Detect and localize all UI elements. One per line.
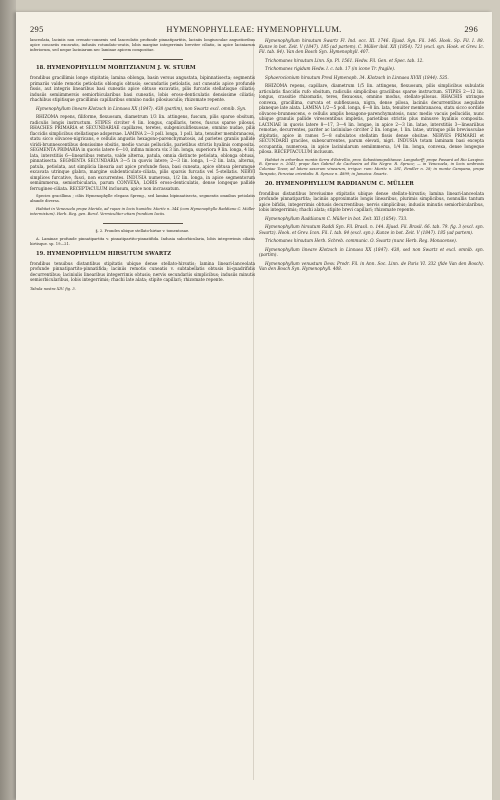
section-2-heading: §. 2. Frondes ubique stellato-hirtae v. tomentosae.	[95, 229, 190, 234]
species-20-citation: Hymenophyllum hirsutum Raddi Syn. Fil. Brasil. n. 144. Ejusd. Fil. Brasil. 66. tab. 79. fig. 3 (excl. syn. Swartz). Hook. et Grev. Icon. Fil. I. tab. 84 (excl. syn.). Kunze in bot. Zeit. V (1847). 185 (ad partem).	[259, 224, 484, 235]
section-rule	[103, 223, 183, 224]
right-column	[259, 38, 484, 788]
species-18-diagnosis: frondibus gracillimis longe stipitatis; lamina oblonga, basin versus angustata, bipinnatisecta; segmentis primariis valde remotis petiolatis oblongis obtusis; secundariis petiolatis, aut cuneatis apice profunde fissis, aut integris linearibus basi cuneatis apice obtuso excavatis, pilis furcatis stellatisque ciliatis; indusiis semiimmersis semiorbicularibus basi cuneatis, lobis eroso-denticulatis densissime ciliatis; rhachibus stipitisque gracillimis capillaribus omnino nudis pilosiusculis; rhizomate repente.	[30, 75, 255, 102]
page-number-right: 296	[464, 24, 478, 34]
species-18-habitat: Habitat in Venezuela prope Merida, ad rupes in locis humidis: Moritz n. 344 (com Hymenophyllo Raddiano C. Müller intermixtum). Herb. Reg. gen. Berol. Vermiculiter etiam frondium laciis.	[30, 206, 255, 216]
species-20-diagnosis: frondibus distantibus breviusime stipitatis ubique dense stellato-hirsutis; lamina lineari-lanceolata profunde pinnatipartita; laciniis approximatis longis linearibus, plurimis simplicibus, nonnullis tantum apice bifidis, integerrimis obtusis decurrentibus; nervis simplicibus; indusiis minutis semiorbicularibus, lobis integerrimis; rhachi alata; stipite brevi capillari; rhizomate repente.	[259, 190, 484, 213]
book-page	[16, 12, 492, 800]
species-19-diagnosis: frondibus tenuibus distantibus stipitatis ubique dense stellato-hirsutis; lamina lineari-lanceolata profunde pinnatipartito-pinnatifida; laciniis remotis cuneatis v. subtabellatis obtusis bi-quadrifidis decurrentibus; laciniulis linearibus integerrimis obtusis; nervis secundariis simplicibus; indusiis minutis semiorbicularibus, lobis integerrimis; rhachi late alata; stipite capillari; rhizomate repente.	[30, 260, 255, 283]
species-18-number: 18.	[36, 65, 46, 72]
species-20-citation: Hymenophyllum Raddianum C. Müller in bot. Zeit. XII (1854). 733.	[265, 215, 408, 221]
species-19-citation: Trichomanes rigidum Hedw. l. c. tab. 17 (in icone Tr. fragile).	[265, 66, 396, 71]
continuation-text: lanceolata, laciniis non crenato-connexis sed lanceolatis profunde pinnatipartitis, laciniis longiusculae angustioribus apice concaviis excavatis, indusiis rotundato-ovatis, lobis margine integerrimis breviter ciliatis, in apice laciniarum inferiorum, sed neque laciniarum nec laminae apicem compositae.	[30, 38, 255, 52]
species-19-description: RHIZOMA repens, capillare, diametrum 1/5 lin. attingens, flexuosum, pilis simplicibus subulatis articulatis flaccidis rufo obsitum, radiculis simplicibus gracilibus sparse instructum. STIPES 2—12 lin. longus, crassitie rhizomatis, teres, flexuosus, omnino modus, stellato-pilosus. RHACHIS utrinque convexa, gracillima, curvata et subflexuosa, nigra, dense pilosa, laciniis decurrentibus aequilate planeque late alata. LAMINA 1/2—5 poll. longa, 6—8 lin. lata, tenuiter membranacea, statu sicco sordide olivaceo-brunnescens, e cellulis amplis hexagono-parenchymatosis, nunc medio vacuis pellucidis, nunc ubique granulis pallide virescentibus impletis, parietibus strictis plus minusve hyalinis composita. LACINIAE in quovis latere 8—17, 3—4 lin. longae, in apice 2—3 lin. latae, interstitiis 3—lineariibus remotae, decurrentes, pariter ac laciniulae circiter 2 lin. longae, 1 lin. latae, utrinque pilis breviusculae stipitatis, apice in ramos 5—8 subulatos stellatim fissis dense obsitae. NERVES PRIMARII et SECUNDARII graciles, subexcurrentes, parum elevati, nigri. INDUSIA totam laminam basi excepta occupantia, numerosa, in apice laciniularum semiimmersa, 1/4 lin. longa, convexa, dense longeque pilosa. RECEPTACULUM inclusum.	[259, 83, 484, 154]
species-18-name: HYMENOPHYLLUM MORITZIANUM J. W. STURM	[46, 65, 196, 72]
species-19-citation: Hymenophyllum hirsutum Swartz Fl. Ind. occ. III. 1746. Ejusd. Syn. Fil. 146. Hook. Sp. Fil. I. 88. Kunze in bot. Zeit. V (1847). 185 (ad partem). C. Müller ibid. XII (1854). 721 (excl. syn. Hook. et Grev. Ic. Fil. tab. 84). Van den Bosch Syn. Hymenophyll. 407.	[259, 38, 484, 54]
species-19-citation: Sphaerocionium hirsutum Presl Hymenoph. 34. Klotzsch in Linnaea XVIII (1844). 535.	[265, 74, 449, 80]
species-20-citation: Hymenophyllum lineare Klotzsch in Linnaea XX (1847). 438, sed non Swartz et excl. omnib. syn. (partim).	[259, 246, 484, 258]
species-18-citation: Hymenophyllum lineare Klotzsch in Linnaea XX (1847). 438 (partim), non Swartz excl. omnib. Syn.	[36, 105, 247, 111]
plate-reference: Tabula nostra XIV. fig. 3.	[30, 286, 76, 291]
species-19-citation: Trichomanes hirsutum Linn. Sp. Pl. 1561. Hedw. Fil. Gen. et Spec. tab. 12.	[265, 57, 424, 63]
species-19-name: HYMENOPHYLLUM HIRSUTUM SWARTZ	[46, 251, 172, 258]
running-title: HYMENOPHYLLEAE: HYMENOPHYLLUM.	[166, 24, 342, 34]
species-19-number: 19.	[36, 251, 46, 258]
species-20-name: HYMENOPHYLLUM RADDIANUM C. MÜLLER	[275, 181, 414, 188]
page-number-left: 295	[30, 24, 44, 34]
left-column	[30, 38, 255, 788]
species-20-number: 20.	[265, 181, 275, 188]
species-18-heading	[30, 65, 255, 72]
book-binding	[0, 0, 16, 800]
species-19-habitat: Habitat in arboribus montis Serra d'Estrellia, prov. Sebastianopolitanae: Langsdorff; prope Passará ad Rio Laxqina: R. Spruce n. 2041; prope San Gabriel de Cachoeira ad Rio Negro: R. Spruce; — in Venezuela, in locis umbrosis Coloniae Tovar, ad latera saxorum vinearum, irrigue: rum: Moritz n. 281, Fendler n. 28; in monte Campana, prope Tarapoto, Peruviae orientalis: R. Spruce n. 4899; in Jamaica: Swartz.	[259, 157, 484, 177]
species-20-citation: Trichomanes hirsutum Herb. Schreb. communic. O. Swartz (nunc Herb. Reg. Monacense).	[265, 238, 458, 244]
species-20-citation: Hymenophyllum venustum Desv. Prodr. Fil. in Ann. Soc. Linn. de Paris VI. 332 (fide Van den Bosch). Van den Bosch Syn. Hymenophyll. 408.	[259, 260, 484, 272]
subsection-a-heading: A. Laminae profunde pinnatipartita v. pinnatipartito-pinnatifida. Indusia suborbicularia, lobis integerrimis ciliatis hirtisque. sp. 19—21.	[30, 237, 255, 247]
species-20-heading	[259, 181, 484, 188]
species-19-heading	[30, 251, 255, 258]
section-rule	[103, 59, 183, 60]
species-18-description: RHIZOMA repens, filiforme, flexuosum, diametrum 1/3 lin. attingens, fuscum, pilis sparse obsitum, radiculis longis instructum. STIPES circiter 4 lin. longus, capillaris, teres, fuscus sparse pilosus. RHACHES PRIMARIA et SECUNDARIAE capillares, teretes, subgeniculiflexuosae, omnino nudae, pilis flaccidis simplicibus stellatisque adspersae. LAMINA 2—3 poll. longa, 1 poll. lata, tenuiter membranacea, statu sicco olivaceo-nigricans, e cellulis angustis hexagono-parenchymatosis, ad parietes graniis pallide viridi-brunnescentibus densissime obsitis, medio vacuis pellucidis, parietibus strictis hyalinis composita. SEGMENTA PRIMARIA in quovis latere 6—10, infima minora vix 3 lin. longa, superiora 9 lin. longa, 4 lin. lata, interstitiis 6—lineariibus remota, valde alterna, patula, omnia distincte petiolata, oblonga obtusa, pinnatisecta. SEGMENTA SECUNDARIA 3—5 in quovis latere; 2—3 lin. longa, 1—2 lin. lata, alterna, patula, petiolata, aut simplicia linearia aut apice profunde fissa, basi cuneata, apice obtusa plerumque excavata utrinque glabra, margine subdenticulato-ciliata, pilis sparsis furcatis vel 5-stellatis. NERVI simplices furcative, fusci, non excurrentes. INDUSIA numerosa, 1/2 lin. longa, in apice segmentorum semiimmersa, semiorbicularia, parum CONVEXA, LOBIS eroso-denticulatis, dense longeque pallide ferrugineo-ciliata. RECEPTACULUM inclusum, apice non incrassatum.	[30, 114, 255, 191]
running-header	[30, 24, 478, 38]
species-18-note: Species gracillima ; ciliis Hymenophylle elegans Spreng., sed lamina bipinnatisecta, segmentis omnibus petiolatis abunde diversa.	[30, 194, 255, 203]
